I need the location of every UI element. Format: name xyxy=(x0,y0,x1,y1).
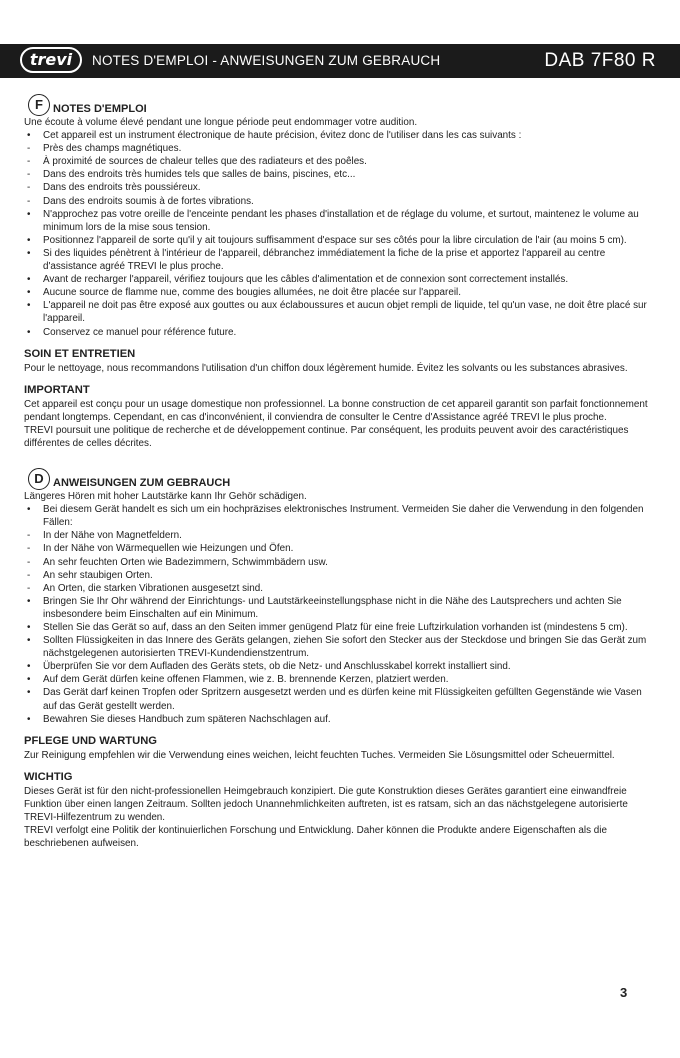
german-heading xyxy=(24,468,656,490)
page-header xyxy=(0,44,680,78)
french-title: NOTES D'EMPLOI xyxy=(53,103,147,115)
list-item: - An sehr staubigen Orten. xyxy=(27,569,153,581)
french-important-title: IMPORTANT xyxy=(24,383,90,396)
german-safety-list xyxy=(24,503,656,726)
list-item: - An sehr feuchten Orten wie Badezimmern, Schwimmbädern usw. xyxy=(27,556,328,568)
section-spacer xyxy=(24,450,656,464)
french-important-text: TREVI poursuit une politique de recherche et de développement continue. Par conséquent, les produits peuvent avoir des caractéristiques différentes de celles décrites. xyxy=(24,424,629,449)
list-item: - In der Nähe von Wärmequellen wie Heizungen und Öfen. xyxy=(27,543,294,555)
list-item: • Conservez ce manuel pour référence future. xyxy=(27,326,237,338)
german-important-text: TREVI verfolgt eine Politik der kontinuierlichen Forschung und Entwicklung. Daher können die Produkte andere Eigenschaften als die beschriebenen aufweisen. xyxy=(24,825,607,850)
model-name: DAB 7F80 R xyxy=(544,50,656,71)
list-item: • Bei diesem Gerät handelt es sich um ein hochpräzises elektronisches Instrument. Vermeiden Sie daher die Verwendung in den folgenden Fällen: xyxy=(27,504,644,529)
list-item: • Aucune source de flamme nue, comme des bougies allumées, ne doit être placée sur l'appareil. xyxy=(27,287,461,299)
list-item: - Dans des endroits très poussiéreux. xyxy=(27,182,201,194)
list-item: • L'appareil ne doit pas être exposé aux gouttes ou aux éclaboussures et aucun objet rempli de liquide, tel qu'un vase, ne doit être placé sur l'appareil. xyxy=(27,300,647,325)
list-item: - Près des champs magnétiques. xyxy=(27,143,182,155)
french-important-text: Cet appareil est conçu pour un usage domestique non professionnel. La bonne construction de cet appareil garantit son parfait fonctionnement pendant longtemps. Cependant, en cas d'inconvénient, il conviendra de consulter le Centre d'Assistance agréé TREVI le plus proche. xyxy=(24,398,648,423)
german-important-text: Dieses Gerät ist für den nicht-professionellen Heimgebrauch konzipiert. Die gute Konstruktion dieses Gerätes garantiert eine einwandfreie Funktion über einen langen Zeitraum. Sollten jedoch Unannehmlichkeiten auftreten, ist es ratsam, sich an das nächstgelegene autorisierte TREVI-Hilfezentrum zu wenden. xyxy=(24,785,628,824)
german-title: ANWEISUNGEN ZUM GEBRAUCH xyxy=(53,477,231,490)
page-number: 3 xyxy=(620,985,628,1000)
list-item: • Sollten Flüssigkeiten in das Innere des Geräts gelangen, ziehen Sie sofort den Stecker aus der Steckdose und bringen Sie das Gerät zum nächstgelegenen autorisierten TREVI-Kundendienstzentrum. xyxy=(27,635,647,660)
list-item: • Überprüfen Sie vor dem Aufladen des Geräts stets, ob die Netz- und Anschlusskabel korrekt installiert sind. xyxy=(27,661,511,673)
german-intro: Längeres Hören mit hoher Lautstärke kann Ihr Gehör schädigen. xyxy=(24,491,307,503)
list-item: - À proximité de sources de chaleur telles que des radiateurs et des poêles. xyxy=(27,156,367,168)
header-title: NOTES D'EMPLOI - ANWEISUNGEN ZUM GEBRAUCH xyxy=(92,53,441,68)
list-item: • Bringen Sie Ihr Ohr während der Einrichtungs- und Lautstärkeeinstellungsphase nicht in die Nähe des Lautsprechers und achten Sie insbesondere beim Einschalten auf ein Minimum. xyxy=(27,595,622,620)
french-care-text: Pour le nettoyage, nous recommandons l'utilisation d'un chiffon doux légèrement humide. Évitez les solvants ou les substances abrasives. xyxy=(24,362,628,374)
list-item: - Dans des endroits soumis à de fortes vibrations. xyxy=(27,195,254,207)
list-item: - Dans des endroits très humides tels que salles de bains, piscines, etc... xyxy=(27,169,356,181)
list-item: • Das Gerät darf keinen Tropfen oder Spritzern ausgesetzt werden und es dürfen keine mit Flüssigkeiten gefüllten Gegenstände wie Vasen auf das Gerät gestellt werden. xyxy=(27,687,642,712)
list-item: • Bewahren Sie dieses Handbuch zum späteren Nachschlagen auf. xyxy=(27,713,331,725)
french-safety-list xyxy=(24,129,656,339)
french-care-title: SOIN ET ENTRETIEN xyxy=(24,347,136,360)
list-item: • N'approchez pas votre oreille de l'enceinte pendant les phases d'installation et de réglage du volume, et surtout, maintenez le volume au minimum lors de la mise sous tension. xyxy=(27,208,639,233)
german-care-title: PFLEGE UND WARTUNG xyxy=(24,734,158,747)
list-item: • Avant de recharger l'appareil, vérifiez toujours que les câbles d'alimentation et de connexion sont correctement installés. xyxy=(27,274,569,286)
list-item: - In der Nähe von Magnetfeldern. xyxy=(27,530,182,542)
french-intro: Une écoute à volume élevé pendant une longue période peut endommager votre audition. xyxy=(24,117,418,128)
german-care-text: Zur Reinigung empfehlen wir die Verwendung eines weichen, leicht feuchten Tuches. Vermeiden Sie Lösungsmittel oder Scheuermittel. xyxy=(24,749,615,761)
list-item: • Stellen Sie das Gerät so auf, dass an den Seiten immer genügend Platz für eine freie Luftzirkulation vorhanden ist (mindestens 5 cm). xyxy=(27,622,628,633)
language-badge-d: D xyxy=(28,468,50,490)
trevi-logo: trevi xyxy=(20,47,82,73)
list-item: • Si des liquides pénètrent à l'intérieur de l'appareil, débranchez immédiatement la fiche de la prise et apportez l'appareil au centre d'assistance agréé TREVI le plus proche. xyxy=(27,247,606,273)
language-badge-f: F xyxy=(28,94,50,116)
list-item: • Auf dem Gerät dürfen keine offenen Flammen, wie z. B. brennende Kerzen, platziert werden. xyxy=(27,674,449,686)
french-heading xyxy=(24,94,656,116)
list-item: • Cet appareil est un instrument électronique de haute précision, évitez donc de l'utiliser dans les cas suivants : xyxy=(27,130,522,142)
list-item: - An Orten, die starken Vibrationen ausgesetzt sind. xyxy=(27,582,263,594)
german-important-title: WICHTIG xyxy=(24,770,73,783)
manual-content xyxy=(24,90,656,850)
list-item: • Positionnez l'appareil de sorte qu'il y ait toujours suffisamment d'espace sur ses côtés pour la libre circulation de l'air (au moins 5 cm). xyxy=(27,234,627,246)
